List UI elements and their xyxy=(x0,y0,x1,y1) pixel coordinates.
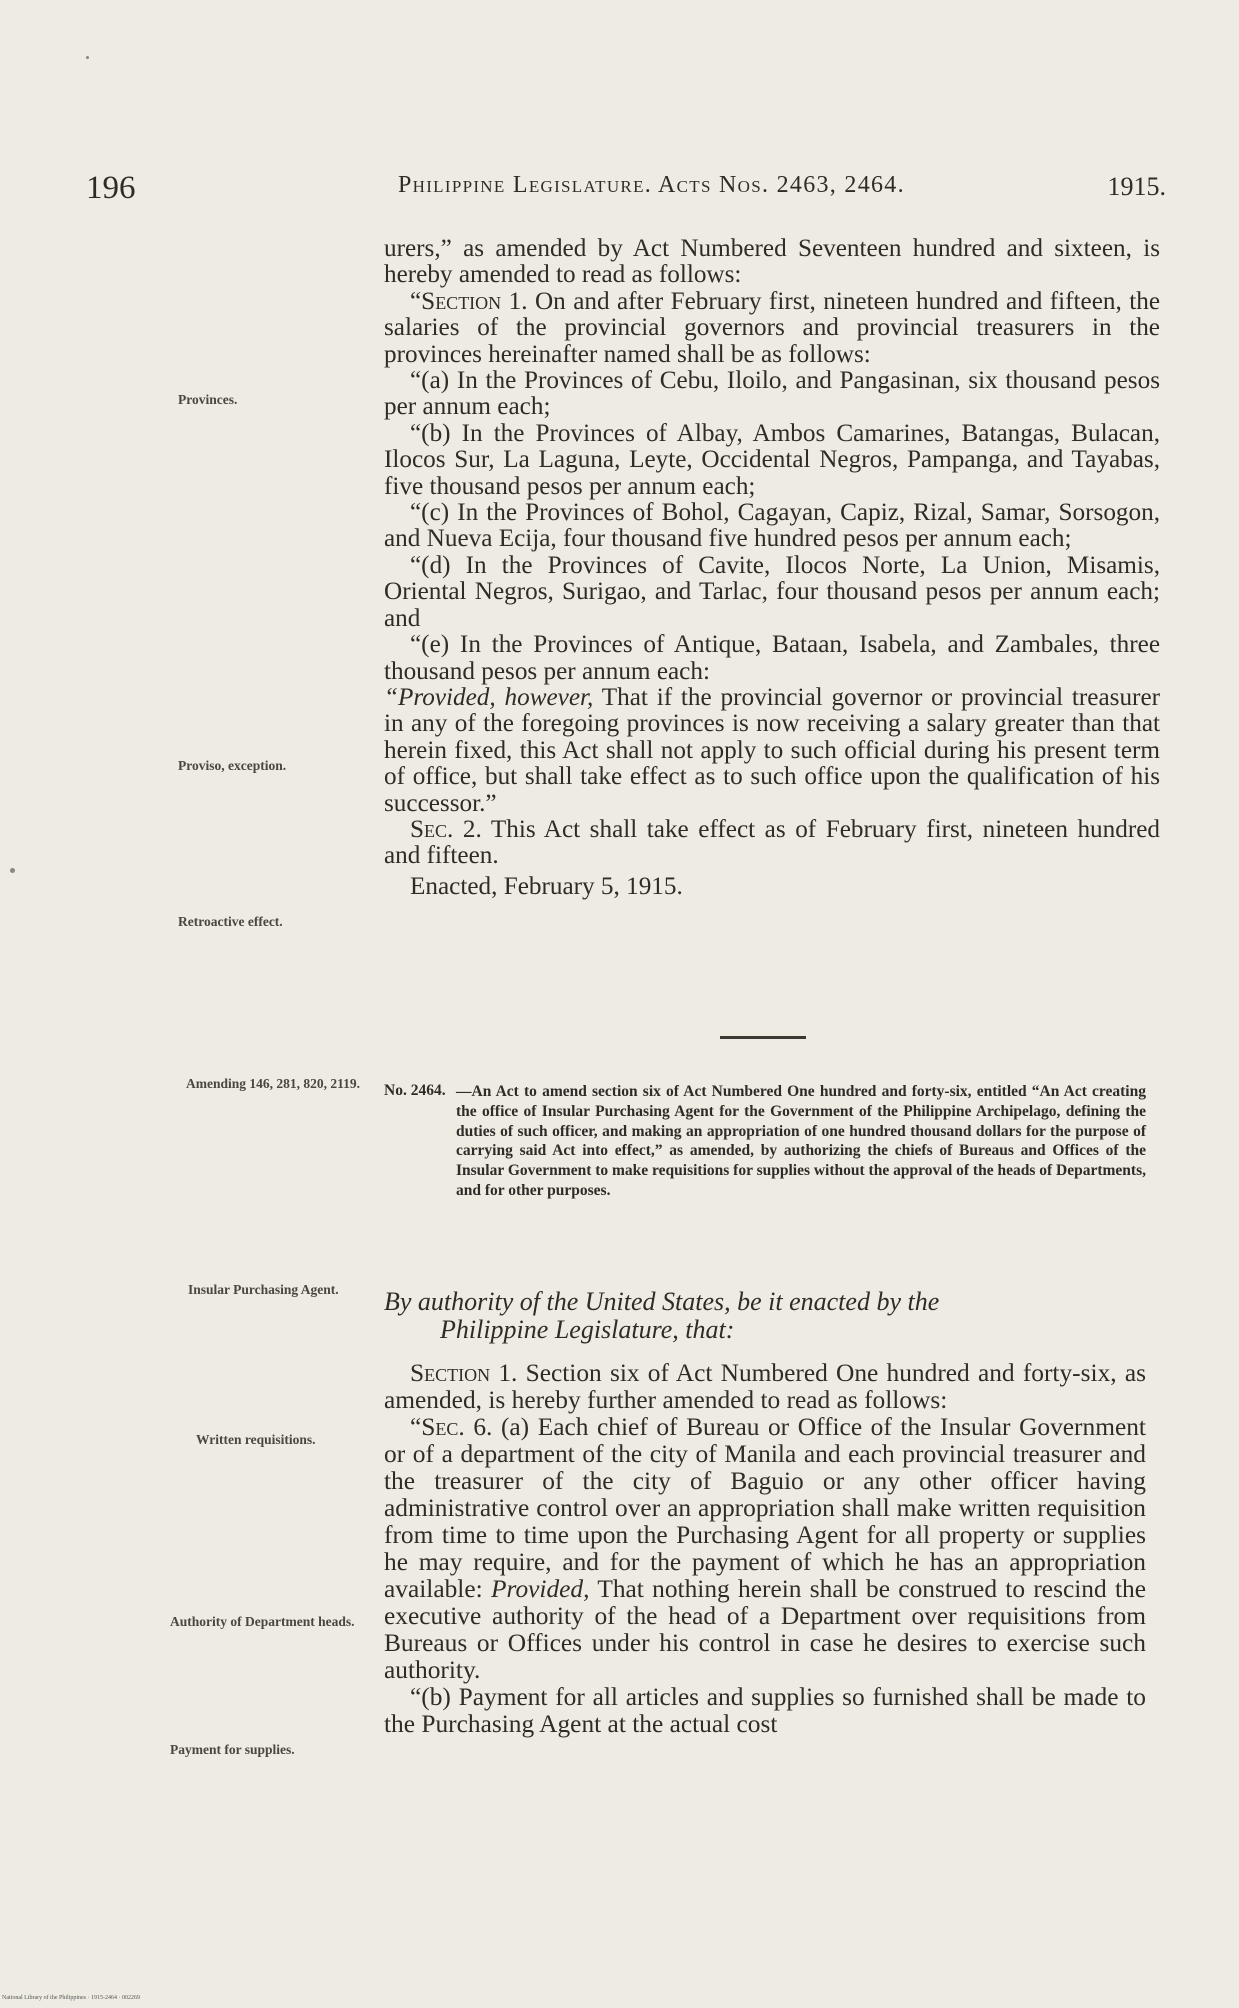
section-6b-paragraph: “(b) Payment for all articles and supplies so furnished shall be made to the Purchasing Agent at the actual cost xyxy=(384,1683,1146,1738)
margin-note-written: Written requisitions. xyxy=(196,1432,316,1447)
act-2464-summary: —An Act to amend section six of Act Numbered One hundred and forty-six, entitled “An Act creating the office of Insular Purchasing Agent for the Government of the Philippine Archipelago, defining the duties of such officer, and making an appropriation of one hundred thousand dollars for the purpose of carrying said Act into effect,” as amended, by authorizing the chiefs of Bureaus and Offices of the Insular Government to make requisitions for supplies without the approval of the heads of Departments, and for other purposes. xyxy=(456,1083,1146,1199)
section-label: Section xyxy=(410,1359,491,1387)
section-6a-paragraph: “Sec. 6. (a) Each chief of Bureau or Office of the Insular Government or of a department of the city of Manila and each provincial treasurer and the treasurer of the city of Baguio or any other officer having administrative control over an appropriation shall make written requisition from time to time upon the Purchasing Agent for all property or supplies he may require, and for the payment of which he has an appropriation available: Provided, That nothing herein shall be construed to rescind the executive authority of the head of a Department over requisitions from Bureaus or Offices under his control in case he desires to exercise such authority. xyxy=(384,1413,1146,1684)
margin-note-insular: Insular Purchasing Agent. xyxy=(188,1282,339,1297)
running-year: 1915. xyxy=(1107,172,1166,201)
section-label: “Section xyxy=(410,287,502,315)
scan-speck xyxy=(86,56,89,59)
scan-speck xyxy=(10,868,15,873)
clause-b: “(b) In the Provinces of Albay, Ambos Camarines, Batangas, Bulacan, Ilocos Sur, La Laguna, Leyte, Occidental Negros, Pampanga, and Tayabas, five thousand pesos per annum each; xyxy=(384,419,1160,500)
act-2463-body xyxy=(384,236,1160,900)
scan-footer: National Library of the Philippines · 1915-2464 · 002269 xyxy=(2,1995,140,2001)
section-1-paragraph: Section 1. Section six of Act Numbered One hundred and forty-six, as amended, is hereby further amended to read as follows: xyxy=(384,1359,1146,1414)
clause-a: “(a) In the Provinces of Cebu, Iloilo, and Pangasinan, six thousand pesos per annum each; xyxy=(384,367,1160,421)
margin-note-authority: Authority of Department heads. xyxy=(170,1614,355,1629)
paragraph: urers,” as amended by Act Numbered Seventeen hundred and sixteen, is hereby amended to read as follows: xyxy=(384,235,1160,289)
page-header xyxy=(86,170,1166,210)
proviso-paragraph: “Provided, however, That if the provincial governor or provincial treasurer in any of the foregoing provinces is now receiving a salary greater than that herein fixed, this Act shall not apply to such official during his present term of office, but shall take effect as to such office upon the qualification of his successor.” xyxy=(384,683,1161,817)
enacted-date: Enacted, February 5, 1915. xyxy=(410,872,683,900)
act-2464-body xyxy=(384,1360,1146,1738)
margin-note-provinces: Provinces. xyxy=(178,392,238,407)
enacting-clause: By authority of the United States, be it enacted by the Philippine Legislature, that: xyxy=(384,1287,940,1344)
clause-c: “(c) In the Provinces of Bohol, Cagayan, Capiz, Rizal, Samar, Sorsogon, and Nueva Ecija, four thousand five hundred pesos per annum each; xyxy=(384,499,1160,553)
section-1-paragraph: “Section 1. On and after February first, nineteen hundred and fifteen, the salaries of the provincial governors and provincial treasurers in the provinces hereinafter named shall be as follows: xyxy=(384,287,1161,368)
proviso-label: “Provided, however, xyxy=(384,683,594,711)
clause-e: “(e) In the Provinces of Antique, Bataan, Isabela, and Zambales, three thousand pesos per annum each: xyxy=(384,631,1160,685)
section-label: Sec. xyxy=(410,815,454,843)
act-number: No. 2464. xyxy=(384,1082,446,1099)
proviso-label: Provided, xyxy=(491,1575,590,1603)
clause-d: “(d) In the Provinces of Cavite, Ilocos Norte, La Union, Misamis, Oriental Negros, Surigao, and Tarlac, four thousand pesos per annum each; and xyxy=(384,551,1160,632)
running-head: Philippine Legislature. Acts Nos. 2463, 2464. xyxy=(398,172,905,198)
margin-note-proviso: Proviso, exception. xyxy=(178,758,287,773)
margin-note-retroactive: Retroactive effect. xyxy=(178,914,283,929)
section-divider xyxy=(720,1036,806,1039)
margin-note-payment: Payment for supplies. xyxy=(170,1742,295,1757)
margin-note-amending: Amending 146, 281, 820, 2119. xyxy=(186,1076,361,1091)
page-number: 196 xyxy=(86,170,136,206)
section-2-paragraph: Sec. 2. This Act shall take effect as of February first, nineteen hundred and fifteen. xyxy=(384,815,1160,870)
section-label: “Sec. xyxy=(410,1413,465,1441)
